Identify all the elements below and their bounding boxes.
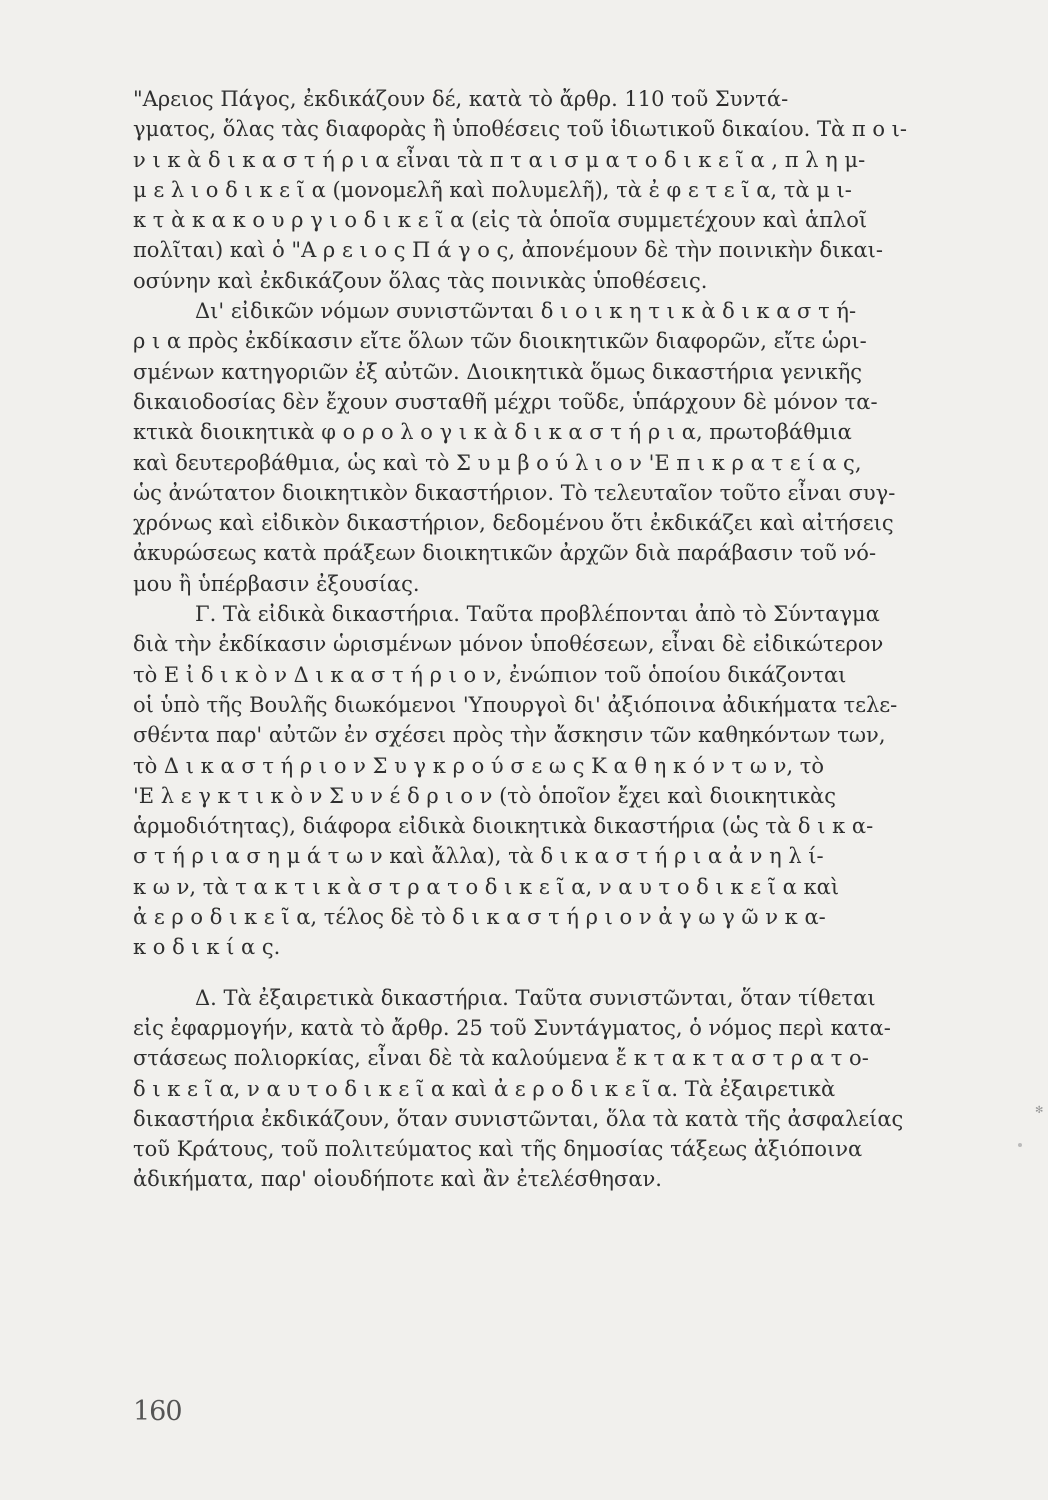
text-line: οσύνην καὶ ἐκδικάζουν ὅλας τὰς ποινικὰς ὑποθέσεις. — [133, 268, 708, 293]
text-line: πολῖται) καὶ ὁ "Α ρ ε ι ο ς Π ά γ ο ς, ἀπονέμουν δὲ τὴν ποινικὴν δικαι- — [133, 238, 884, 263]
text-line: εἰς ἐφαρμογήν, κατὰ τὸ ἄρθρ. 25 τοῦ Συντάγματος, ὁ νόμος περὶ κατα- — [133, 1015, 891, 1040]
paragraph-gap — [133, 963, 993, 983]
text-line: δικαιοδοσίας δὲν ἔχουν συσταθῆ μέχρι τοῦδε, ὑπάρχουν δὲ μόνον τα- — [133, 389, 878, 414]
text-line: τὸ Δ ι κ α σ τ ή ρ ι ο ν Σ υ γ κ ρ ο ύ σ ε ω ς Κ α θ η κ ό ν τ ω ν, τὸ — [133, 753, 824, 778]
text-line: 'Ε λ ε γ κ τ ι κ ὸ ν Σ υ ν έ δ ρ ι ο ν (τὸ ὁποῖον ἔχει καὶ διοικητικὰς — [133, 783, 836, 808]
page-number: 160 — [133, 1396, 182, 1427]
text-line: Γ. Τὰ εἰδικὰ δικαστήρια. Ταῦτα προβλέπονται ἀπὸ τὸ Σύνταγμα — [195, 602, 880, 627]
text-line: σ τ ή ρ ι α σ η μ ά τ ω ν καὶ ἄλλα), τὰ δ ι κ α σ τ ή ρ ι α ἀ ν η λ ί- — [133, 844, 824, 869]
text-line: ἀδικήματα, παρ' οἱουδήποτε καὶ ἂν ἐτελέσθησαν. — [133, 1167, 662, 1192]
text-line: καὶ δευτεροβάθμια, ὡς καὶ τὸ Σ υ μ β ο ύ λ ι ο ν 'Ε π ι κ ρ α τ ε ί α ς, — [133, 450, 862, 475]
text-line: κ τ ὰ κ α κ ο υ ρ γ ι ο δ ι κ ε ῖ α (εἰς τὰ ὁποῖα συμμετέχουν καὶ ἁπλοῖ — [133, 208, 868, 233]
text-line: διὰ τὴν ἐκδίκασιν ὡρισμένων μόνον ὑποθέσεων, εἶναι δὲ εἰδικώτερον — [133, 632, 884, 657]
text-line: κ ο δ ι κ ί α ς. — [133, 935, 281, 960]
text-line: Δ. Τὰ ἐξαιρετικὰ δικαστήρια. Ταῦτα συνιστῶνται, ὅταν τίθεται — [195, 985, 876, 1010]
text-line: μ ε λ ι ο δ ι κ ε ῖ α (μονομελῆ καὶ πολυμελῆ), τὰ ἐ φ ε τ ε ῖ α, τὰ μ ι- — [133, 177, 852, 202]
text-line: "Αρειος Πάγος, ἐκδικάζουν δέ, κατὰ τὸ ἄρθρ. 110 τοῦ Συντά- — [133, 87, 789, 111]
ink-dot-icon — [1018, 1143, 1022, 1147]
text-line: σμένων κατηγοριῶν ἐξ αὐτῶν. Διοικητικὰ ὅμως δικαστήρια γενικῆς — [133, 359, 863, 384]
text-line: κτικὰ διοικητικὰ φ ο ρ ο λ ο γ ι κ ὰ δ ι κ α σ τ ή ρ ι α, πρωτοβάθμια — [133, 420, 852, 445]
text-line: οἱ ὑπὸ τῆς Βουλῆς διωκόμενοι 'Υπουργοὶ δι' ἀξιόποινα ἀδικήματα τελε- — [133, 692, 898, 717]
text-line: δικαστήρια ἐκδικάζουν, ὅταν συνιστῶνται, ὅλα τὰ κατὰ τῆς ἀσφαλείας — [133, 1106, 904, 1131]
text-line: ἁρμοδιότητας), διάφορα εἰδικὰ διοικητικὰ δικαστήρια (ὡς τὰ δ ι κ α- — [133, 814, 874, 839]
text-line: ἀ ε ρ ο δ ι κ ε ῖ α, τέλος δὲ τὸ δ ι κ α σ τ ή ρ ι ο ν ἀ γ ω γ ῶ ν κ α- — [133, 905, 826, 930]
text-line: γματος, ὅλας τὰς διαφορὰς ἢ ὑποθέσεις τοῦ ἰδιωτικοῦ δικαίου. Τὰ π ο ι- — [133, 117, 907, 142]
text-line: δ ι κ ε ῖ α, ν α υ τ ο δ ι κ ε ῖ α καὶ ἀ ε ρ ο δ ι κ ε ῖ α. Τὰ ἐξαιρετικὰ — [133, 1076, 836, 1101]
text-line: χρόνως καὶ εἰδικὸν δικαστήριον, δεδομένου ὅτι ἐκδικάζει καὶ αἰτήσεις — [133, 511, 894, 536]
text-line: ρ ι α πρὸς ἐκδίκασιν εἴτε ὅλων τῶν διοικητικῶν διαφορῶν, εἴτε ὡρι- — [133, 329, 867, 354]
text-line: ν ι κ ὰ δ ι κ α σ τ ή ρ ι α εἶναι τὰ π τ α ι σ μ α τ ο δ ι κ ε ῖ α , π λ η μ- — [133, 147, 866, 172]
text-line: σθέντα παρ' αὐτῶν ἐν σχέσει πρὸς τὴν ἄσκησιν τῶν καθηκόντων των, — [133, 723, 886, 748]
text-line: Δι' εἰδικῶν νόμων συνιστῶνται δ ι ο ι κ η τ ι κ ὰ δ ι κ α σ τ ή- — [195, 299, 857, 324]
text-line: ὡς ἀνώτατον διοικητικὸν δικαστήριον. Τὸ τελευταῖον τοῦτο εἶναι συγ- — [133, 480, 896, 505]
ink-speck-icon: ✻ — [1035, 1105, 1044, 1116]
text-line: τὸ Ε ἰ δ ι κ ὸ ν Δ ι κ α σ τ ή ρ ι ο ν, ἐνώπιον τοῦ ὁποίου δικάζονται — [133, 662, 847, 687]
text-line: ἀκυρώσεως κατὰ πράξεων διοικητικῶν ἀρχῶν διὰ παράβασιν τοῦ νό- — [133, 541, 877, 566]
text-line: τοῦ Κράτους, τοῦ πολιτεύματος καὶ τῆς δημοσίας τάξεως ἀξιόποινα — [133, 1137, 863, 1162]
text-line: μου ἢ ὑπέρβασιν ἐξουσίας. — [133, 571, 420, 596]
body-text — [133, 84, 993, 1195]
text-line: στάσεως πολιορκίας, εἶναι δὲ τὰ καλούμενα ἔ κ τ α κ τ α σ τ ρ α τ ο- — [133, 1046, 869, 1071]
text-line: κ ω ν, τὰ τ α κ τ ι κ ὰ σ τ ρ α τ ο δ ι κ ε ῖ α, ν α υ τ ο δ ι κ ε ῖ α καὶ — [133, 874, 840, 899]
